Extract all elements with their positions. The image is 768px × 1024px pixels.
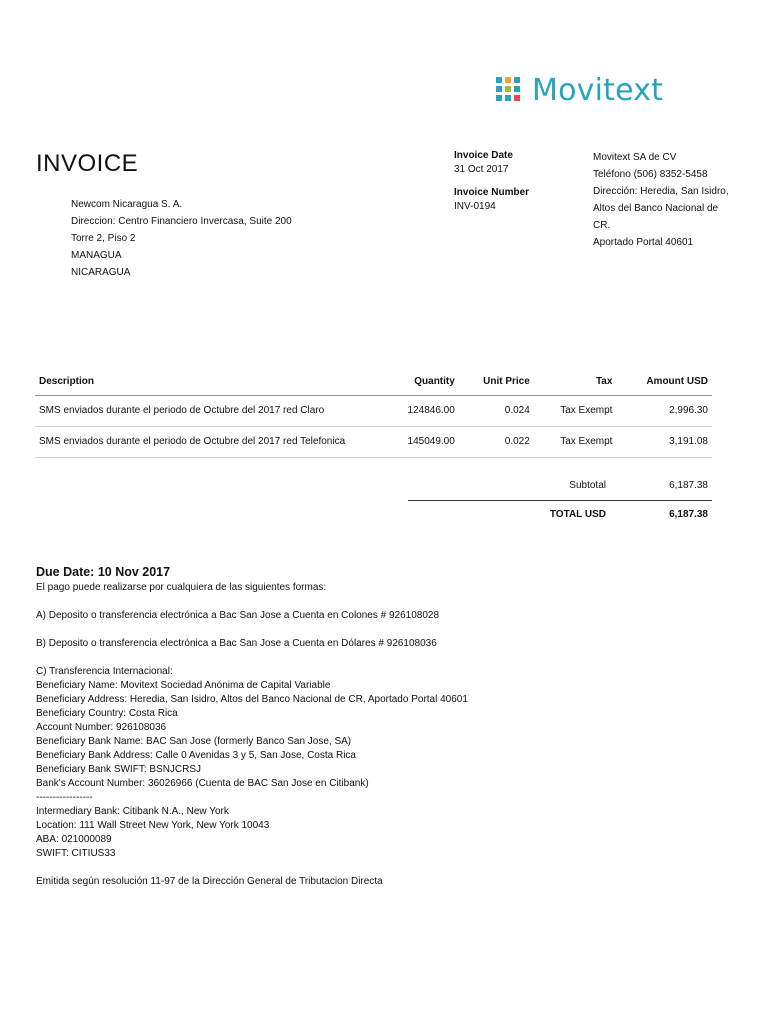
total-label: TOTAL USD (549, 509, 606, 520)
company-info-line: Altos del Banco Nacional de (593, 203, 719, 214)
row-quantity: 124846.00 (383, 396, 459, 427)
due-date: Due Date: 10 Nov 2017 (36, 565, 171, 579)
instruction-line: El pago puede realizarse por cualquiera de las siguientes formas: (36, 582, 327, 593)
page-title: INVOICE (36, 150, 139, 177)
instruction-line: Account Number: 926108036 (36, 722, 167, 733)
row-quantity: 145049.00 (383, 427, 459, 458)
client-address-line: MANAGUA (71, 250, 122, 261)
invoice-number-label: Invoice Number (454, 187, 530, 198)
logo-dot (514, 95, 520, 101)
instruction-line: B) Deposito o transferencia electrónica a Bac San Jose a Cuenta en Dólares # 926108036 (36, 638, 437, 649)
row-description: SMS enviados durante el periodo de Octubre del 2017 red Telefonica (35, 427, 383, 458)
row-tax: Tax Exempt (534, 427, 617, 458)
logo-dot (496, 77, 502, 83)
instruction-line: Emitida según resolución 11-97 de la Dirección General de Tributacion Directa (36, 876, 383, 887)
row-unit-price: 0.022 (459, 427, 534, 458)
logo-dot (514, 77, 520, 83)
total-row (408, 501, 712, 527)
company-info-line: Aportado Portal 40601 (593, 237, 694, 248)
invoice-date-value: 31 Oct 2017 (454, 164, 509, 175)
logo-dot (505, 77, 511, 83)
invoice-date-label: Invoice Date (454, 150, 513, 161)
payment-instructions (36, 581, 736, 889)
logo-dot (514, 86, 520, 92)
line-items-table (35, 368, 712, 458)
instruction-line: Location: 111 Wall Street New York, New York 10043 (36, 820, 270, 831)
instruction-line: Beneficiary Bank Address: Calle 0 Avenidas 3 y 5, San Jose, Costa Rica (36, 750, 356, 761)
instruction-line (36, 861, 736, 875)
row-unit-price: 0.024 (459, 396, 534, 427)
company-info-line: Dirección: Heredia, San Isidro, (593, 186, 729, 197)
instruction-line: A) Deposito o transferencia electrónica a Bac San Jose a Cuenta en Colones # 926108028 (36, 610, 440, 621)
instruction-line: Beneficiary Bank SWIFT: BSNJCRSJ (36, 764, 202, 775)
subtotal-value: 6,187.38 (669, 480, 708, 491)
invoice-number-value: INV-0194 (454, 201, 496, 212)
company-info-line: CR. (593, 220, 611, 231)
instruction-line: Intermediary Bank: Citibank N.A., New York (36, 806, 229, 817)
company-info (593, 149, 743, 251)
instruction-line (36, 595, 736, 609)
header-unit-price: Unit Price (459, 368, 534, 396)
logo-dot (496, 95, 502, 101)
company-info-line: Movitext SA de CV (593, 152, 677, 163)
table-row (35, 396, 712, 427)
row-tax: Tax Exempt (534, 396, 617, 427)
header-description: Description (35, 368, 383, 396)
row-amount: 3,191.08 (616, 427, 712, 458)
header-quantity: Quantity (383, 368, 459, 396)
row-amount: 2,996.30 (616, 396, 712, 427)
client-address (71, 196, 292, 281)
instruction-line (36, 651, 736, 665)
header-amount: Amount USD (616, 368, 712, 396)
instruction-line: ----------------- (36, 792, 93, 803)
row-description: SMS enviados durante el periodo de Octubre del 2017 red Claro (35, 396, 383, 427)
logo-dot (505, 95, 511, 101)
instruction-line: C) Transferencia Internacional: (36, 666, 173, 677)
instruction-line: SWIFT: CITIUS33 (36, 848, 116, 859)
total-value: 6,187.38 (669, 509, 708, 520)
instruction-line: ABA: 021000089 (36, 834, 112, 845)
client-address-line: Newcom Nicaragua S. A. (71, 199, 183, 210)
subtotal-row (408, 472, 712, 501)
instruction-line (36, 623, 736, 637)
company-info-line: Teléfono (506) 8352-5458 (593, 169, 708, 180)
client-address-line: Direccion: Centro Financiero Invercasa, Suite 200 (71, 216, 292, 227)
instruction-line: Beneficiary Address: Heredia, San Isidro, Altos del Banco Nacional de CR, Aportado Portal 40601 (36, 694, 468, 705)
invoice-meta (454, 149, 529, 214)
instruction-line: Beneficiary Country: Costa Rica (36, 708, 178, 719)
logo-dot (496, 86, 502, 92)
table-row (35, 427, 712, 458)
logo-text: Movitext (532, 72, 664, 108)
subtotal-label: Subtotal (569, 480, 606, 491)
logo-grid-icon (496, 77, 522, 103)
logo-dot (505, 86, 511, 92)
instruction-line: Beneficiary Name: Movitext Sociedad Anónima de Capital Variable (36, 680, 331, 691)
company-logo (496, 72, 663, 108)
client-address-line: NICARAGUA (71, 267, 131, 278)
client-address-line: Torre 2, Piso 2 (71, 233, 136, 244)
instruction-line: Bank's Account Number: 36026966 (Cuenta de BAC San Jose en Citibank) (36, 778, 369, 789)
table-header-row (35, 368, 712, 396)
instruction-line: Beneficiary Bank Name: BAC San Jose (formerly Banco San Jose, SA) (36, 736, 352, 747)
header-tax: Tax (534, 368, 617, 396)
